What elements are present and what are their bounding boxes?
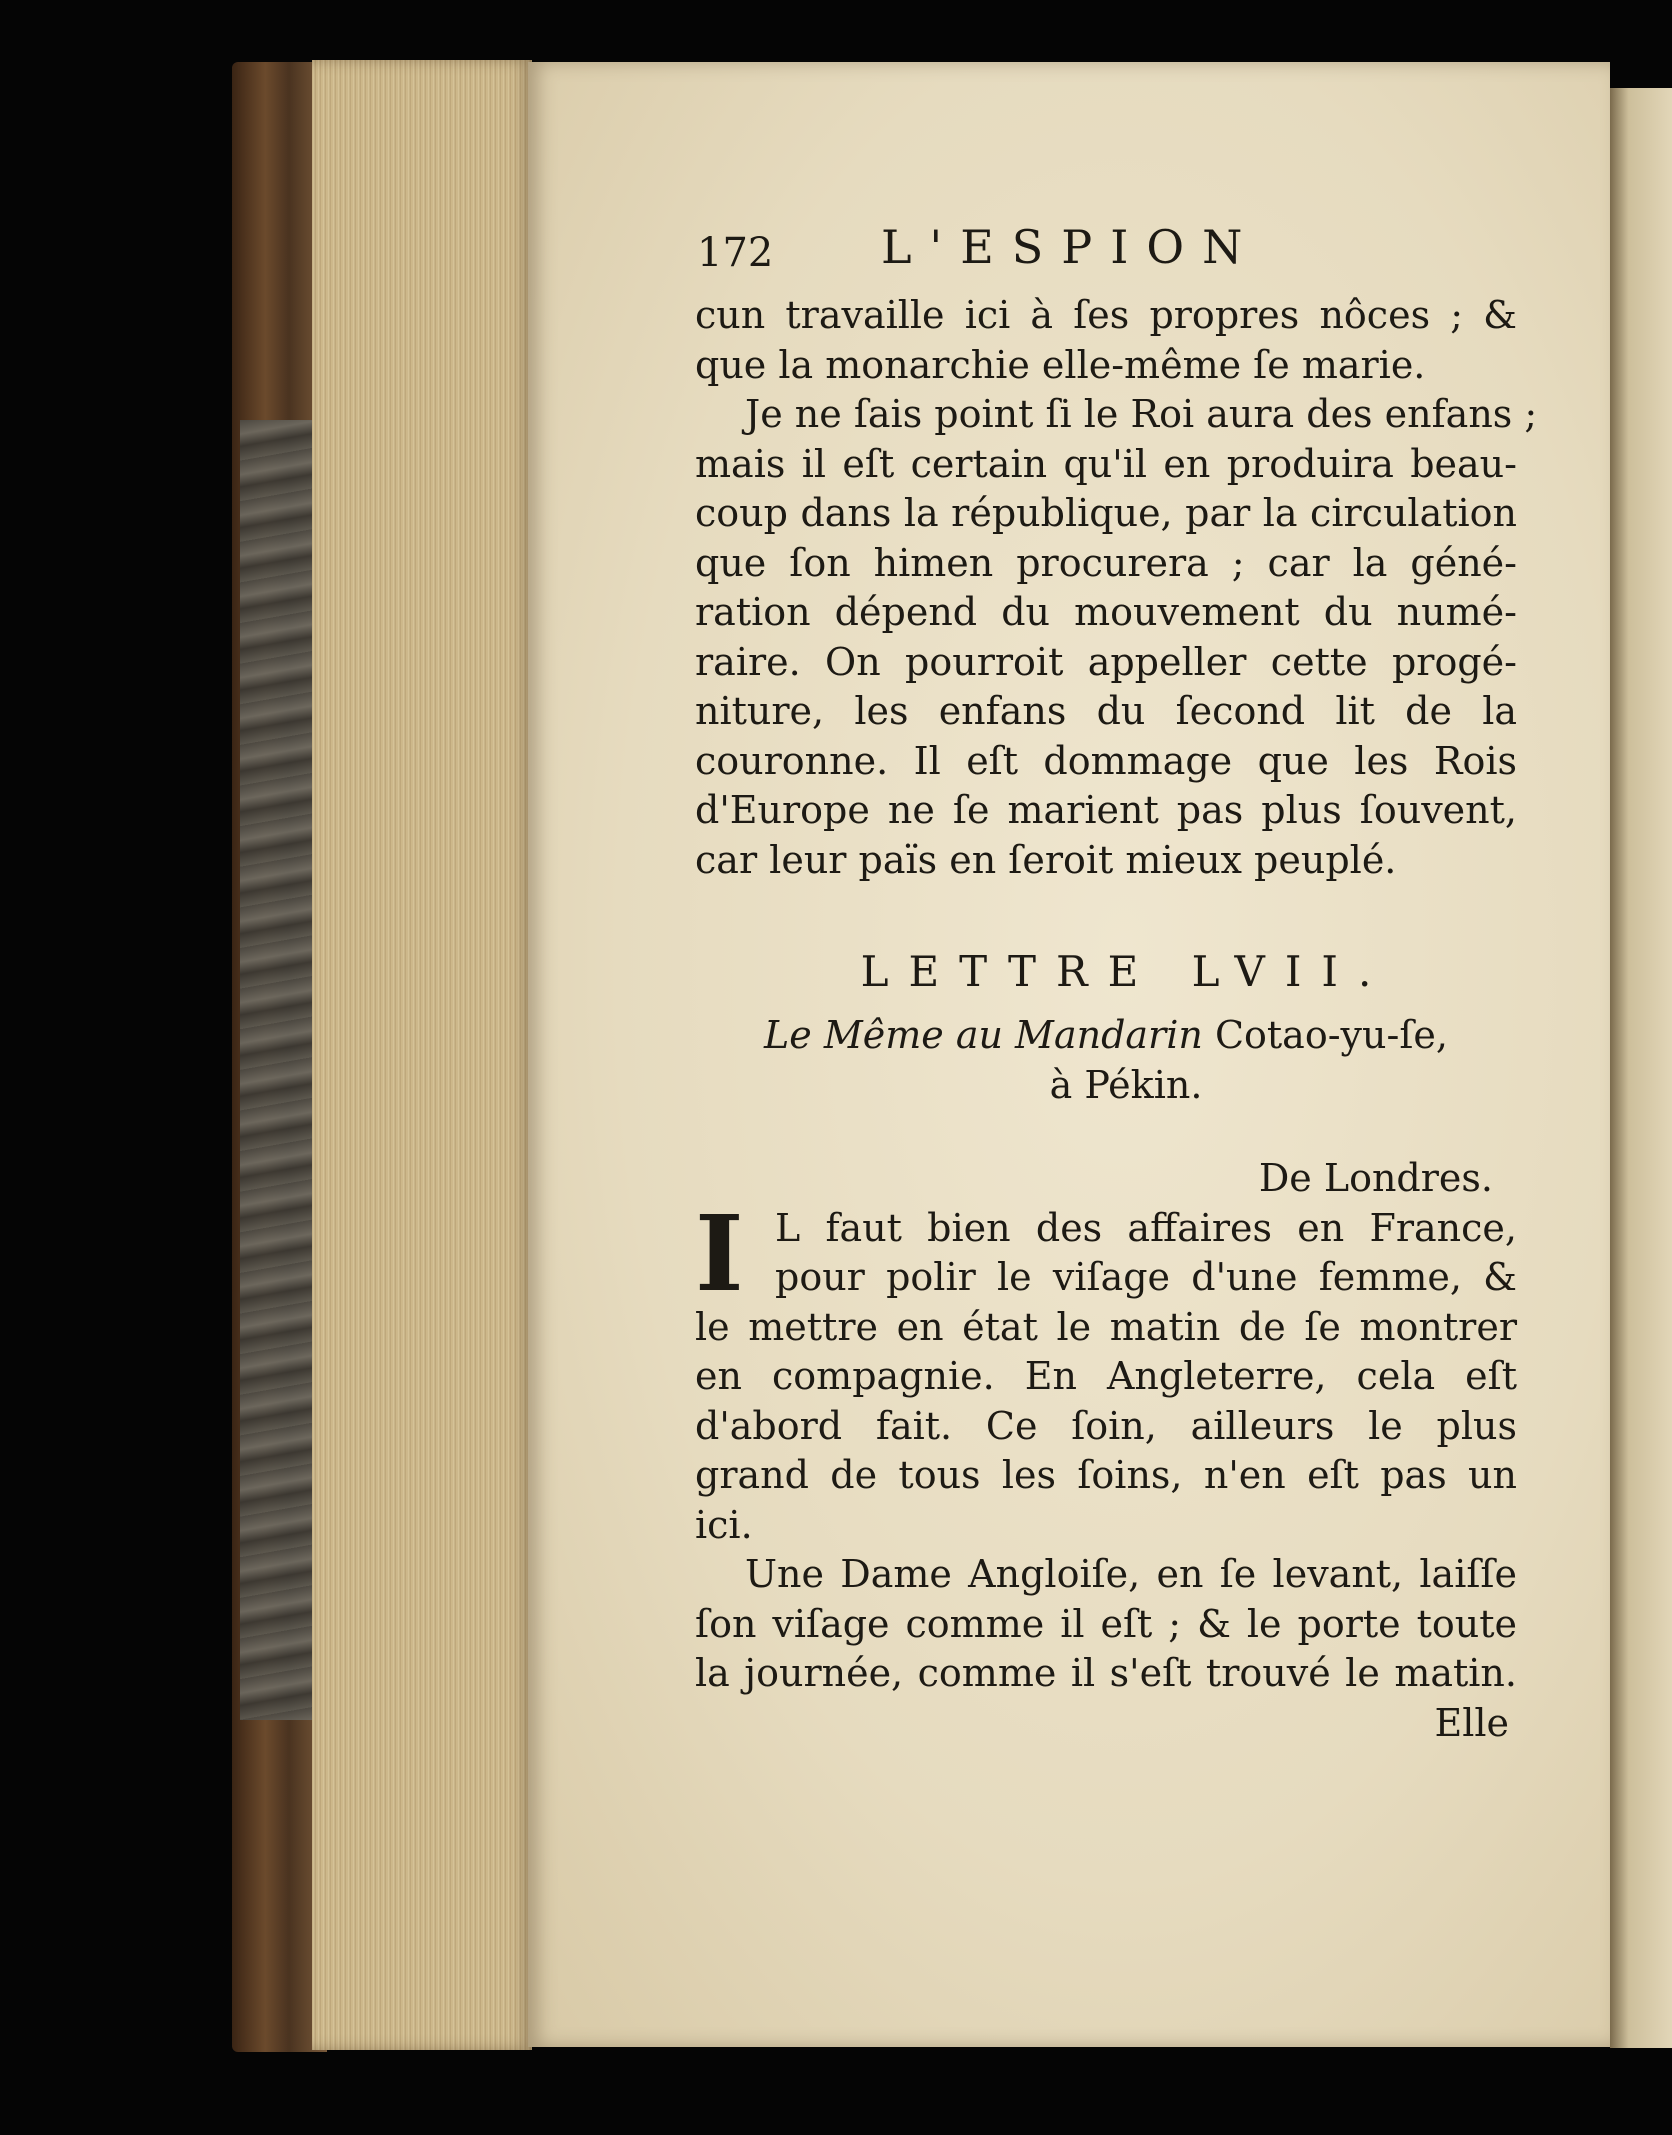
running-title: L'ESPION <box>881 220 1261 274</box>
text-line: ſon viſage comme il eſt ; & le porte toute <box>695 1601 1517 1646</box>
text-line: Une Dame Angloiſe, en ſe levant, laiſſe <box>745 1552 1517 1596</box>
text-line: L faut bien des affaires en France, <box>775 1205 1517 1250</box>
text-line: cun travaille ici à ſes propres nôces ; & <box>695 293 1517 337</box>
catchword: Elle <box>1434 1700 1509 1745</box>
text-line: en compagnie. En Angleterre, cela eſt <box>695 1354 1517 1398</box>
letter-opening <box>695 1191 1517 1551</box>
letter-address <box>695 1009 1517 1061</box>
text-line: que ſon himen procurera ; car la géné- <box>695 540 1517 585</box>
section-spacer <box>695 885 1517 941</box>
text-line: car leur païs en ſeroit mieux peuplé. <box>695 837 1397 882</box>
text-line: d'Europe ne ſe marient pas plus ſouvent, <box>695 788 1517 832</box>
text-line: que la monarchie elle-même ſe marie. <box>695 342 1426 387</box>
text-line: couronne. Il eſt dommage que les Rois <box>695 738 1517 783</box>
page-edges <box>312 60 532 2050</box>
address-name: Cotao-yu-ſe, <box>1214 1012 1448 1057</box>
letter-heading: LETTRE LVII. <box>860 947 1392 996</box>
text-line: mais il eſt certain qu'il en produira beau- <box>695 441 1517 486</box>
text-line: grand de tous les ſoins, n'en eſt pas un <box>695 1453 1517 1497</box>
text-line: coup dans la république, par la circulation <box>695 491 1517 535</box>
page-header <box>695 220 1517 291</box>
text-line: ici. <box>695 1502 753 1547</box>
text-line: pour polir le viſage d'une femme, & <box>775 1255 1517 1299</box>
marbled-binding <box>240 420 312 1720</box>
drop-cap: I <box>695 1191 744 1315</box>
text-line: d'abord fait. Ce ſoin, ailleurs le plus <box>695 1403 1517 1448</box>
text-line: Je ne ſais point ſi le Roi aura des enfans ; <box>745 392 1538 436</box>
paragraph-continued <box>695 291 1517 390</box>
page-number: 172 <box>697 230 774 276</box>
text-line: niture, les enfans du ſecond lit de la <box>695 689 1517 733</box>
address-place: à Pékin. <box>1049 1062 1203 1107</box>
text-line: ration dépend du mouvement du numé- <box>695 590 1517 634</box>
facing-page-edge <box>1610 88 1672 2048</box>
paragraph-dame <box>695 1550 1517 1699</box>
address-italic: Le Même au Mandarin <box>764 1012 1203 1057</box>
paragraph-king <box>695 390 1538 885</box>
text-line: la journée, comme il s'eſt trouvé le matin. <box>695 1651 1517 1695</box>
dateline: De Londres. <box>1258 1156 1493 1200</box>
text-line: raire. On pourroit appeller cette progé- <box>695 639 1517 684</box>
page-text <box>695 220 1538 1748</box>
text-line: le mettre en état le matin de ſe montrer <box>695 1304 1517 1349</box>
